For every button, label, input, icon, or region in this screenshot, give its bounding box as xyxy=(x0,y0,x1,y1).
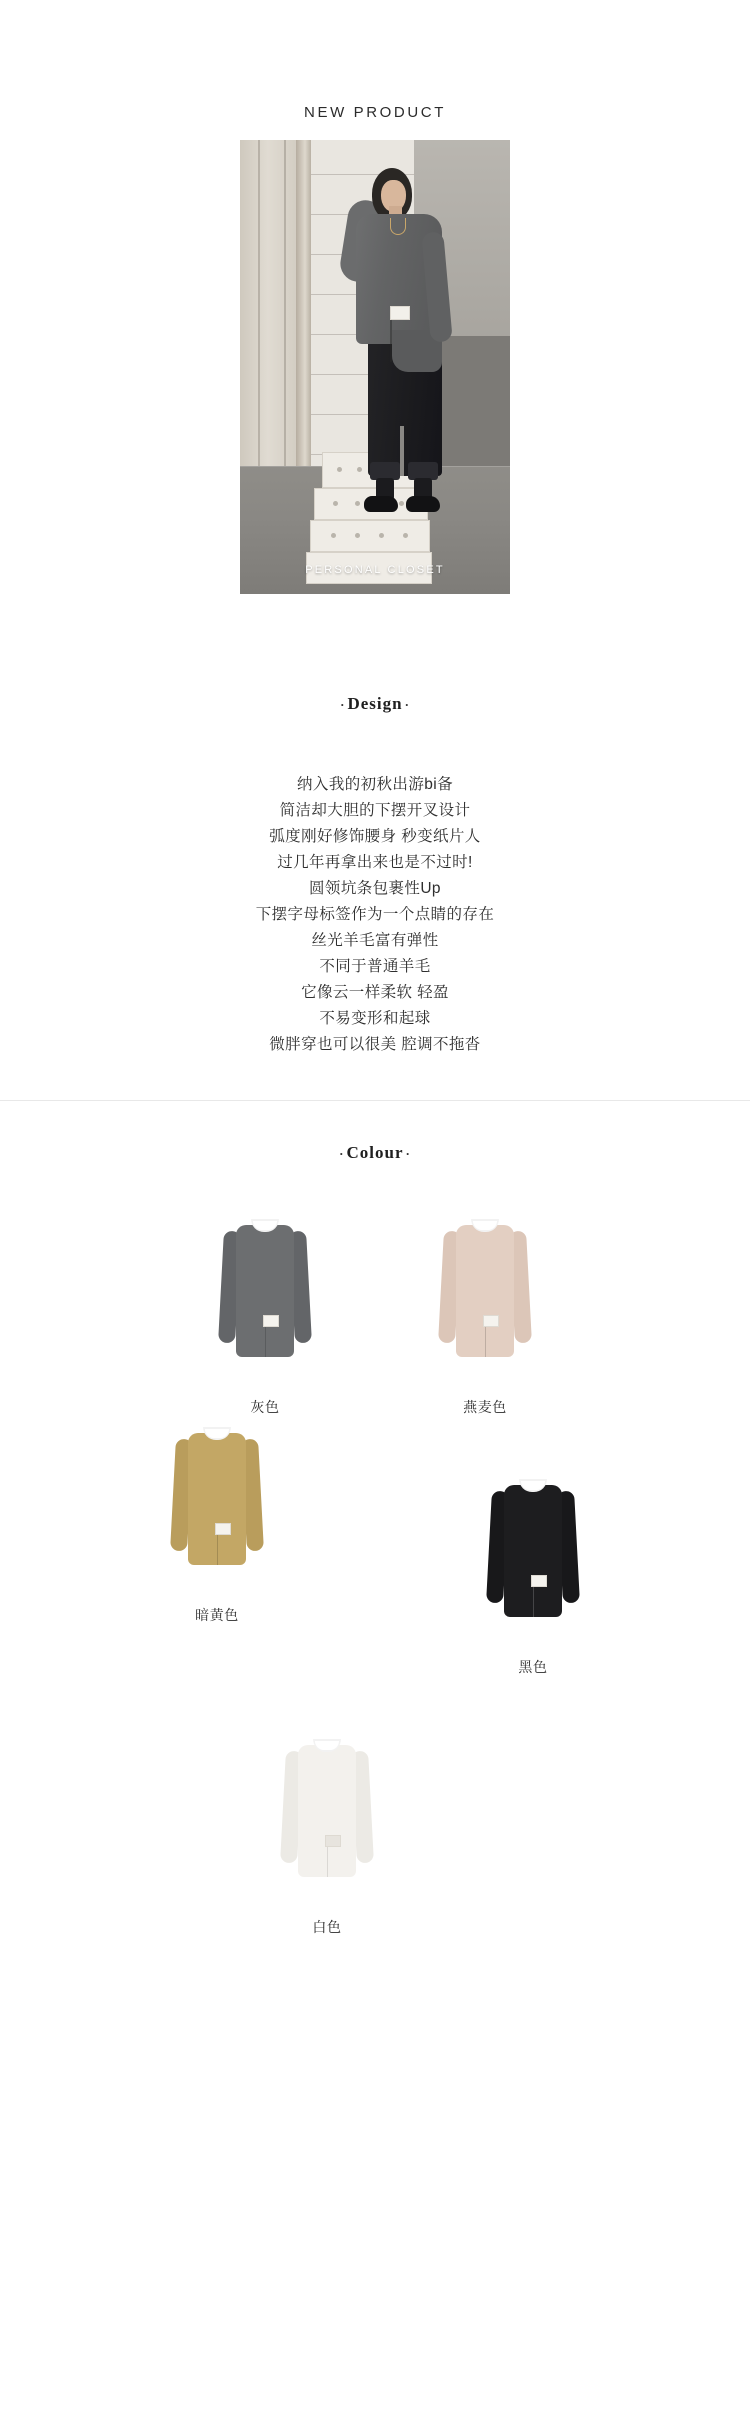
swatch-label: 白色 xyxy=(312,1919,342,1935)
colour-swatch-grid xyxy=(55,1209,695,1937)
colour-heading xyxy=(0,1143,750,1163)
design-line: 微胖穿也可以很美 腔调不拖沓 xyxy=(269,1036,481,1053)
hem-letter-label xyxy=(483,1315,499,1327)
hero-illustration xyxy=(240,140,510,594)
shoe-right xyxy=(406,496,440,512)
hem-split xyxy=(217,1531,218,1565)
page-header xyxy=(0,0,750,121)
shelf-block xyxy=(310,520,430,552)
swatch-label: 黑色 xyxy=(518,1659,548,1675)
colour-swatch[interactable] xyxy=(121,1417,313,1677)
hero-caption: PERSONAL CLOSET xyxy=(305,564,445,576)
design-line: 过几年再拿出来也是不过时! xyxy=(277,854,473,871)
hem-split xyxy=(265,1323,266,1357)
section-divider xyxy=(0,1100,750,1101)
sweater-illustration xyxy=(171,1421,263,1571)
swatch-image xyxy=(247,1729,407,1899)
colour-heading-label: Colour xyxy=(346,1143,404,1162)
swatch-image xyxy=(405,1209,565,1379)
hem-letter-label xyxy=(215,1523,231,1535)
hem-split xyxy=(533,1583,534,1617)
swatch-label: 暗黄色 xyxy=(195,1607,239,1623)
design-line: 弧度刚好修饰腰身 秒变纸片人 xyxy=(269,828,481,845)
design-line: 圆领坑条包裹性Up xyxy=(309,880,441,897)
heading-dot-left: · xyxy=(340,697,346,713)
heading-dot-right: · xyxy=(404,697,410,713)
hero-product-photo xyxy=(240,140,510,594)
hem-split xyxy=(485,1323,486,1357)
design-line: 简洁却大胆的下摆开叉设计 xyxy=(279,802,471,819)
swatch-label: 燕麦色 xyxy=(463,1399,507,1415)
sweater-illustration xyxy=(281,1733,373,1883)
design-line: 丝光羊毛富有弹性 xyxy=(311,932,439,949)
swatch-image xyxy=(137,1417,297,1587)
colour-swatch[interactable] xyxy=(231,1729,423,1937)
swatch-label: 灰色 xyxy=(250,1399,280,1415)
colour-swatch[interactable] xyxy=(389,1209,581,1417)
sweater-hem-split xyxy=(390,316,392,362)
hem-split xyxy=(327,1843,328,1877)
design-heading-label: Design xyxy=(347,694,403,713)
colour-swatch[interactable] xyxy=(169,1209,361,1417)
sweater-illustration xyxy=(439,1213,531,1363)
design-line: 不易变形和起球 xyxy=(319,1010,431,1027)
design-line: 它像云一样柔软 轻盈 xyxy=(301,984,449,1001)
swatch-image xyxy=(453,1469,613,1639)
design-description xyxy=(0,772,750,1058)
hem-letter-label xyxy=(263,1315,279,1327)
design-line: 下摆字母标签作为一个点睛的存在 xyxy=(255,906,495,923)
colour-section xyxy=(0,1143,750,1937)
colour-swatch[interactable] xyxy=(437,1469,629,1677)
design-section xyxy=(0,694,750,1058)
design-heading xyxy=(0,694,750,714)
hem-letter-label xyxy=(325,1835,341,1847)
design-line: 不同于普通羊毛 xyxy=(319,958,431,975)
trouser-gap xyxy=(400,426,404,476)
heading-dot-right: · xyxy=(405,1146,411,1162)
hem-letter-label xyxy=(390,306,410,320)
sweater-illustration xyxy=(487,1473,579,1623)
hem-letter-label xyxy=(531,1575,547,1587)
necklace xyxy=(390,218,406,235)
page-title: NEW PRODUCT xyxy=(304,104,446,121)
shoe-left xyxy=(364,496,398,512)
design-line: 纳入我的初秋出游bi备 xyxy=(297,776,453,793)
sweater-illustration xyxy=(219,1213,311,1363)
swatch-image xyxy=(185,1209,345,1379)
heading-dot-left: · xyxy=(339,1146,345,1162)
